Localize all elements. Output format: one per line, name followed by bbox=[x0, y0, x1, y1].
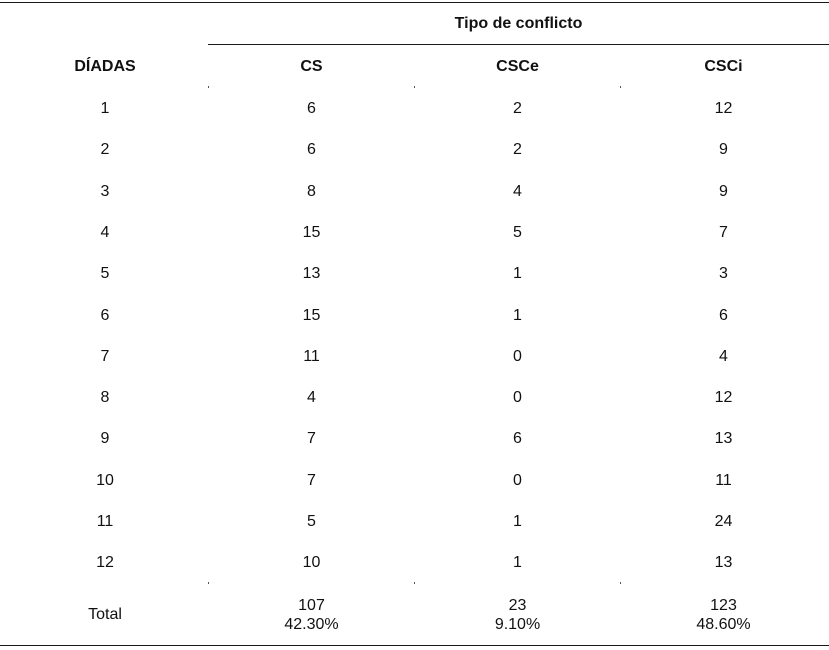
table-cell-csci: 3 bbox=[719, 265, 728, 282]
table-cell-diada: 6 bbox=[100, 307, 110, 324]
table-cell-csce: 1 bbox=[513, 265, 522, 282]
table-cell-csci: 4 bbox=[719, 348, 728, 365]
total-tick bbox=[620, 582, 621, 584]
table-cell-cs: 13 bbox=[302, 265, 321, 282]
table-cell-csce: 6 bbox=[513, 430, 522, 447]
table-cell-csci: 9 bbox=[719, 183, 728, 200]
table-cell-cs: 5 bbox=[307, 513, 316, 530]
header-tick bbox=[208, 86, 209, 88]
table-cell-cs: 15 bbox=[302, 307, 321, 324]
header-tick bbox=[620, 86, 621, 88]
table-cell-diada: 3 bbox=[100, 183, 110, 200]
total-cs-count: 107 bbox=[298, 597, 325, 614]
table-cell-cs: 6 bbox=[307, 100, 316, 117]
table-cell-cs: 15 bbox=[302, 224, 321, 241]
table-cell-csce: 2 bbox=[513, 141, 522, 158]
column-header-csci: CSCi bbox=[704, 58, 743, 75]
table-cell-csci: 6 bbox=[719, 307, 728, 324]
total-csce-count: 23 bbox=[508, 597, 527, 614]
column-header-csce: CSCe bbox=[496, 58, 539, 75]
table-cell-diada: 7 bbox=[100, 348, 110, 365]
column-header-cs: CS bbox=[300, 58, 323, 75]
total-csci-pct: 48.60% bbox=[696, 616, 751, 633]
table-cell-csce: 1 bbox=[513, 307, 522, 324]
table-cell-diada: 9 bbox=[100, 430, 110, 447]
table-cell-csce: 5 bbox=[513, 224, 522, 241]
table-cell-diada: 8 bbox=[100, 389, 110, 406]
table-cell-diada: 1 bbox=[100, 100, 110, 117]
table-cell-cs: 6 bbox=[307, 141, 316, 158]
total-cs-pct: 42.30% bbox=[284, 616, 339, 633]
bottom-rule bbox=[0, 645, 829, 646]
table-cell-csci: 12 bbox=[714, 100, 733, 117]
total-label: Total bbox=[88, 606, 122, 623]
table-cell-csce: 0 bbox=[513, 389, 522, 406]
table-cell-diada: 11 bbox=[96, 513, 114, 530]
top-rule bbox=[0, 2, 829, 3]
header-tick bbox=[414, 86, 415, 88]
table-cell-diada: 10 bbox=[96, 472, 114, 489]
table-cell-csci: 12 bbox=[714, 389, 733, 406]
table-cell-csce: 1 bbox=[513, 554, 522, 571]
table-cell-csci: 7 bbox=[719, 224, 728, 241]
column-header-diadas: DÍADAS bbox=[74, 58, 136, 75]
table-cell-diada: 12 bbox=[96, 554, 114, 571]
table-cell-diada: 2 bbox=[100, 141, 110, 158]
table-cell-csce: 0 bbox=[513, 348, 522, 365]
table-cell-cs: 7 bbox=[307, 472, 316, 489]
total-csci-count: 123 bbox=[710, 597, 737, 614]
total-csce-pct: 9.10% bbox=[494, 616, 541, 633]
table-cell-diada: 4 bbox=[100, 224, 110, 241]
table-cell-csce: 4 bbox=[513, 183, 522, 200]
table-cell-cs: 8 bbox=[307, 183, 316, 200]
table-cell-cs: 4 bbox=[307, 389, 316, 406]
table-cell-csce: 2 bbox=[513, 100, 522, 117]
table-cell-csci: 13 bbox=[714, 554, 733, 571]
table-cell-csci: 13 bbox=[714, 430, 733, 447]
table-cell-cs: 7 bbox=[307, 430, 316, 447]
table-cell-csci: 9 bbox=[719, 141, 728, 158]
table-cell-csce: 0 bbox=[513, 472, 522, 489]
table-cell-cs: 10 bbox=[302, 554, 321, 571]
total-tick bbox=[208, 582, 209, 584]
group-header-underline bbox=[208, 44, 829, 45]
group-header: Tipo de conflicto bbox=[454, 15, 583, 32]
table-cell-cs: 11 bbox=[303, 348, 320, 365]
total-tick bbox=[414, 582, 415, 584]
table-cell-diada: 5 bbox=[100, 265, 110, 282]
table-cell-csci: 24 bbox=[714, 513, 733, 530]
table-cell-csci: 11 bbox=[715, 472, 732, 489]
table-cell-csce: 1 bbox=[513, 513, 522, 530]
